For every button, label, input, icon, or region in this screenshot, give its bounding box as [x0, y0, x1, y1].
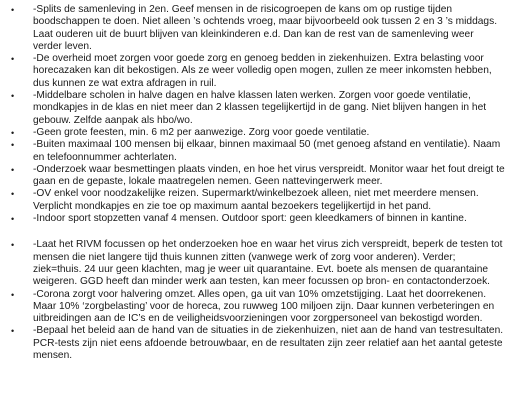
list-item-text: -Laat het RIVM focussen op het onderzoeken hoe en waar het virus zich verspreidt, beperk de testen tot mensen die niet langere tijd thuis kunnen zitten (vanwege werk of zorg voor anderen). Verder; ziek=thuis. 24 uur geen klachten, mag je weer uit quarantaine. Evt. boete als mensen de quarantaine weigeren. GGD heeft dan minder werk aan testen, kan meer focussen op bron- en contactonderzoek.: [33, 239, 503, 288]
list-item-text: -Indoor sport stopzetten vanaf 4 mensen. Outdoor sport: geen kleedkamers of binnen in kantine.: [33, 213, 467, 225]
bullet-glyph: •: [11, 289, 15, 300]
list-item-text: -Middelbare scholen in halve dagen en halve klassen laten werken. Zorgen voor goede ventilatie, mondkapjes in de klas en niet meer dan 2 klassen tegelijkertijd in de gang. Niet blijven hangen in het gebouw. Zelfde aanpak als hbo/wo.: [33, 90, 487, 126]
list-item: [4, 90, 507, 127]
list-item: [4, 325, 507, 362]
bullet-glyph: •: [11, 91, 15, 102]
list-item-text: -Splits de samenleving in 2en. Geef mensen in de risicogroepen de kans om op rustige tijden boodschappen te doen. Niet alleen ’s ochtends vroeg, maar bijvoorbeeld ook tussen 2 en 3 ’s middags. Laat ouderen uit de buurt blijven van kleinkinderen e.d. Dan kan de rest van de samenleving weer verder leven.: [33, 4, 498, 52]
section-spacer: [4, 225, 507, 237]
list-item-text: -Bepaal het beleid aan de hand van de situaties in de ziekenhuizen, niet aan de hand van testresultaten. PCR-tests zijn niet eens afdoende betrouwbaar, en de resultaten zijn zeer relatief aan het aantal geteste mensen.: [33, 325, 504, 362]
bullet-glyph: •: [11, 326, 15, 337]
list-item: [4, 164, 507, 189]
list-item-text: -De overheid moet zorgen voor goede zorg en genoeg bedden in ziekenhuizen. Extra belasting voor horecazaken kan dit bekostigen. Als ze weer volledig open mogen, zullen ze meer inkomsten hebben, dus kunnen ze wat extra afdragen in ruil.: [33, 53, 492, 89]
list-item-text: -OV enkel voor noodzakelijke reizen. Supermarkt/winkelbezoek alleen, niet met meerdere mensen. Verplicht mondkapjes en zie toe op maximum aantal bezoekers tegelijkertijd in het pand.: [33, 188, 479, 212]
bullet-glyph: •: [11, 214, 15, 225]
list-item: [4, 213, 507, 225]
bullet-glyph: •: [11, 164, 15, 175]
list-item: [4, 53, 507, 90]
bullet-glyph: •: [11, 189, 15, 200]
list-item-text: -Geen grote feesten, min. 6 m2 per aanwezige. Zorg voor goede ventilatie.: [33, 126, 370, 138]
list-item-text: -Onderzoek waar besmettingen plaats vinden, en hoe het virus verspreidt. Monitor waar het fout dreigt te gaan en de gepaste, lokale maatregelen nemen. Geen nattevingerwerk meer.: [33, 163, 505, 188]
list-item: [4, 289, 507, 326]
list-item: [4, 139, 507, 164]
list-item: [4, 239, 507, 288]
bullet-glyph: •: [11, 140, 15, 151]
list-item: [4, 127, 507, 139]
bullet-glyph: •: [11, 127, 15, 138]
bullet-glyph: •: [11, 5, 15, 15]
bullet-list-1: [4, 4, 507, 225]
bullet-glyph: •: [11, 54, 15, 65]
bullet-glyph: •: [11, 240, 15, 251]
bullet-list-2: [4, 239, 507, 362]
list-item-text: -Corona zorgt voor halvering omzet. Alles open, ga uit van 10% omzetstijging. Laat het doorrekenen. Maar 10% ‘zorgbelasting’ voor de horeca, zou ruwweg 100 miljoen zijn. Daar kunnen verbeteringen en uitbreidingen aan de IC’s en de veiligheidsvoorzieningen voor zorgpersoneel van bekostigd worden.: [33, 288, 495, 325]
list-item: [4, 188, 507, 213]
list-item: [4, 4, 507, 53]
list-item-text: -Buiten maximaal 100 mensen bij elkaar, binnen maximaal 50 (met genoeg afstand en ventilatie). Naam en telefoonnummer achterlaten.: [33, 139, 501, 163]
